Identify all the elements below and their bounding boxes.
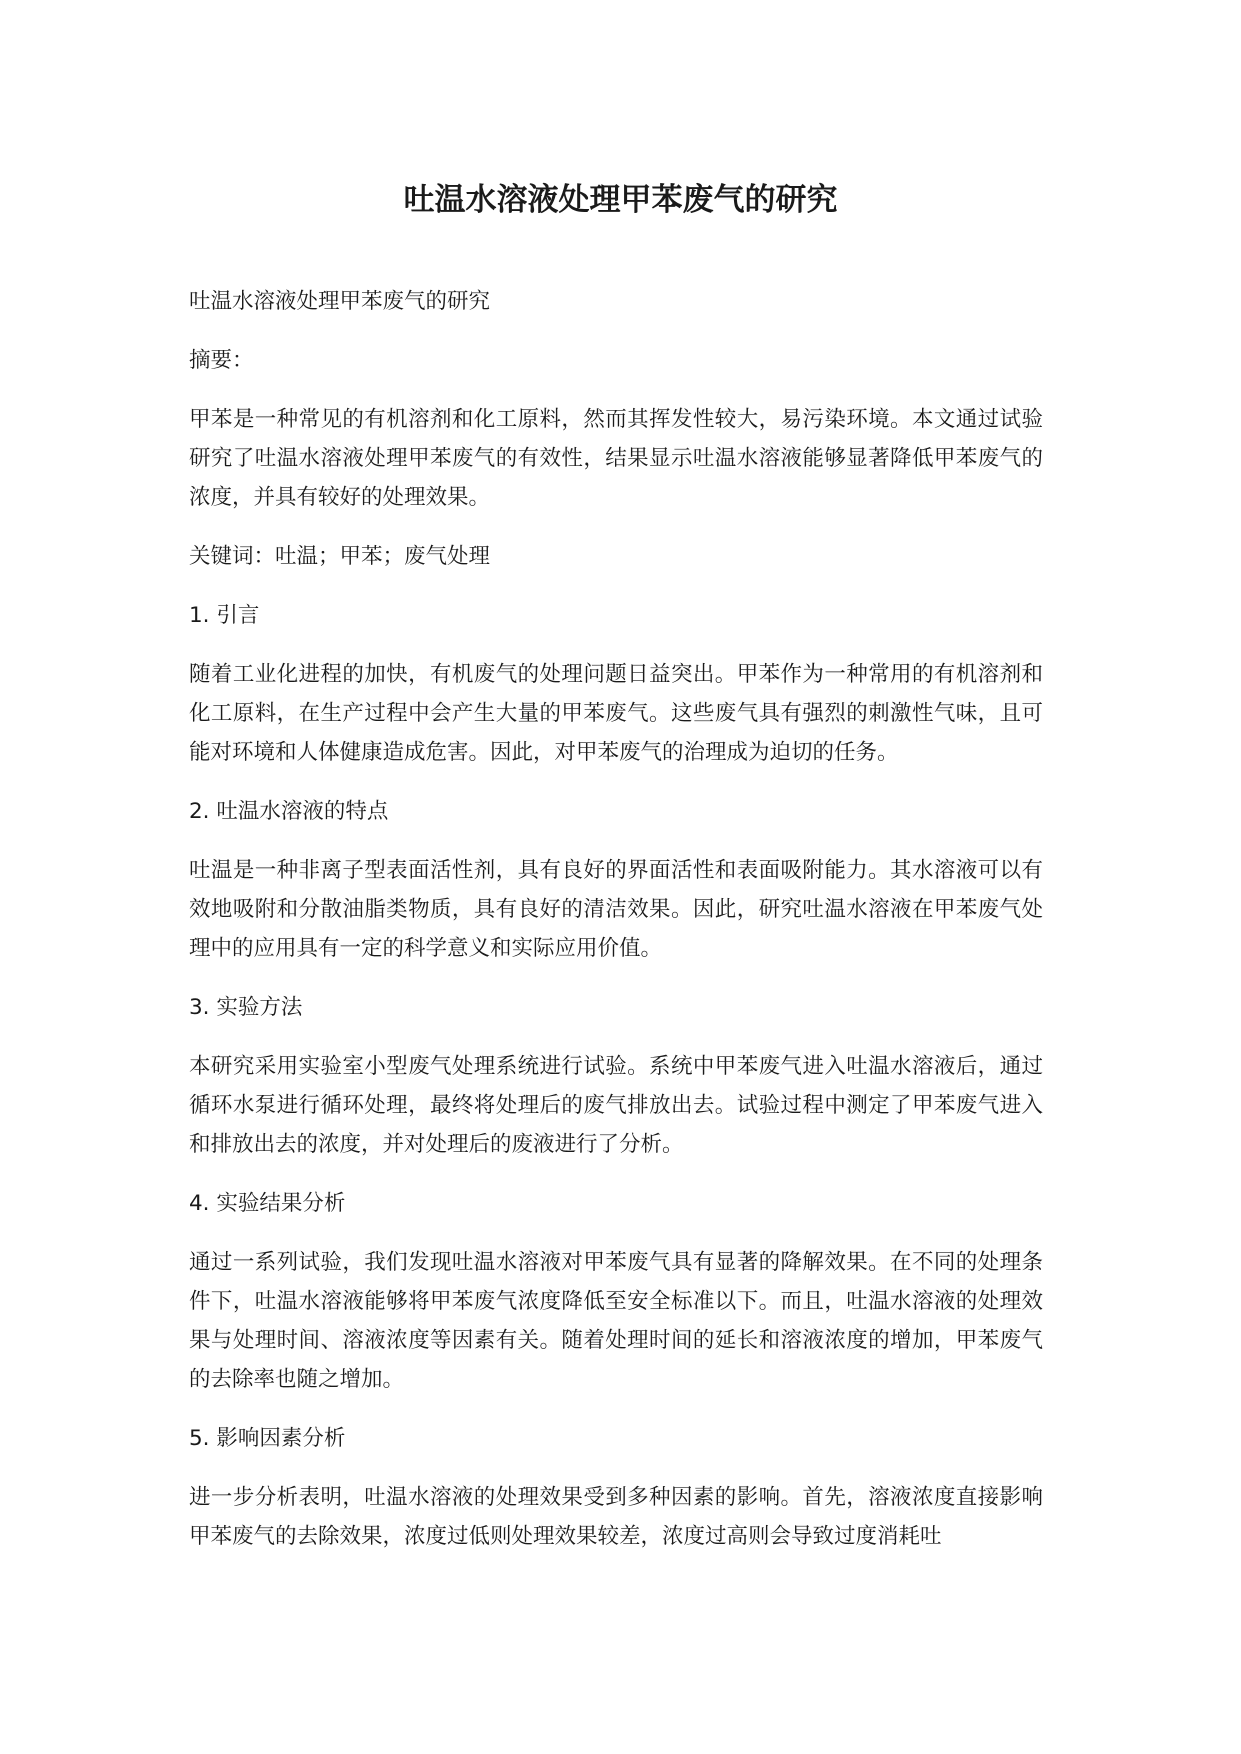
abstract-text: 甲苯是一种常见的有机溶剂和化工原料，然而其挥发性较大，易污染环境。本文通过试验研究了吐温水溶液处理甲苯废气的有效性，结果显示吐温水溶液能够显著降低甲苯废气的浓度，并具有较好的处理效果。 [189,407,1043,510]
section-heading-factors: 5. 影响因素分析 [189,1426,346,1451]
section-body-methods: 本研究采用实验室小型废气处理系统进行试验。系统中甲苯废气进入吐温水溶液后，通过循环水泵进行循环处理，最终将处理后的废气排放出去。试验过程中测定了甲苯废气进入和排放出去的浓度，并对处理后的废液进行了分析。 [189,1054,1043,1157]
section-heading-tween-properties: 2. 吐温水溶液的特点 [189,799,389,824]
abstract-label: 摘要： [189,348,254,373]
section-heading-methods: 3. 实验方法 [189,995,303,1020]
section-body-introduction: 随着工业化进程的加快，有机废气的处理问题日益突出。甲苯作为一种常用的有机溶剂和化工原料，在生产过程中会产生大量的甲苯废气。这些废气具有强烈的刺激性气味，且可能对环境和人体健康造成危害。因此，对甲苯废气的治理成为迫切的任务。 [189,662,1043,765]
section-body-factors: 进一步分析表明，吐温水溶液的处理效果受到多种因素的影响。首先，溶液浓度直接影响甲苯废气的去除效果，浓度过低则处理效果较差，浓度过高则会导致过度消耗吐 [189,1485,1043,1549]
section-body-results: 通过一系列试验，我们发现吐温水溶液对甲苯废气具有显著的降解效果。在不同的处理条件下，吐温水溶液能够将甲苯废气浓度降低至安全标准以下。而且，吐温水溶液的处理效果与处理时间、溶液浓度等因素有关。随着处理时间的延长和溶液浓度的增加，甲苯废气的去除率也随之增加。 [189,1250,1043,1392]
section-heading-introduction: 1. 引言 [189,603,260,628]
section-body-tween-properties: 吐温是一种非离子型表面活性剂，具有良好的界面活性和表面吸附能力。其水溶液可以有效地吸附和分散油脂类物质，具有良好的清洁效果。因此，研究吐温水溶液在甲苯废气处理中的应用具有一定的科学意义和实际应用价值。 [189,858,1043,961]
keywords: 关键词：吐温；甲苯；废气处理 [189,544,491,569]
document-body [189,282,1043,1576]
document-subtitle: 吐温水溶液处理甲苯废气的研究 [189,289,491,314]
document-title: 吐温水溶液处理甲苯废气的研究 [403,182,838,218]
section-heading-results: 4. 实验结果分析 [189,1191,346,1216]
